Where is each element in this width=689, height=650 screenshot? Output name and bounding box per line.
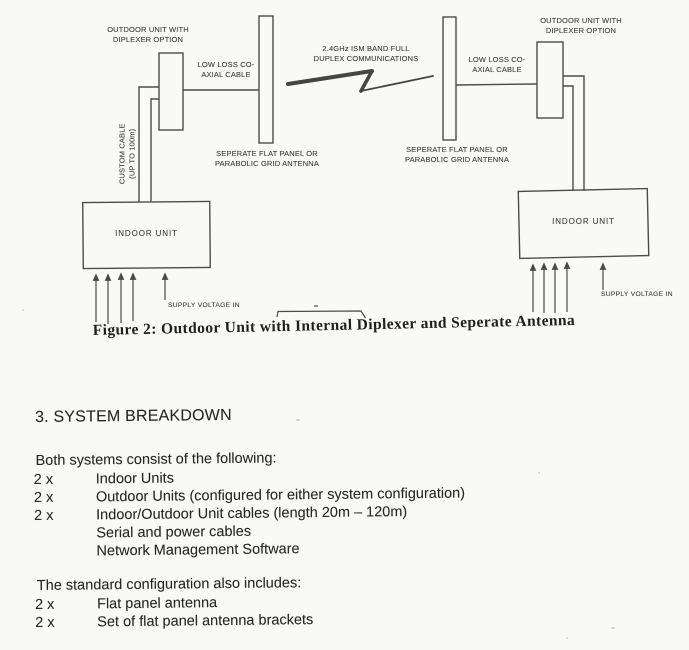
item-text: Indoor/Outdoor Unit cables (length 20m – 120m) — [96, 504, 408, 524]
right-outdoor-unit-box — [537, 42, 563, 118]
section-intro: Both systems consist of the following: — [35, 450, 277, 469]
left-supply-label: SUPPLY VOLTAGE IN — [168, 302, 240, 309]
left-antenna-panel — [259, 16, 273, 143]
left-outdoor-unit-label — [92, 25, 204, 45]
right-antenna-label-line2: PARABOLIC GRID ANTENNA — [404, 154, 509, 164]
item-qty: 2 x — [34, 596, 55, 613]
left-indoor-input-arrows — [96, 274, 165, 324]
right-coax-label-line2: AXIAL CABLE — [472, 64, 522, 74]
figure-caption: Figure 2: Outdoor Unit with Internal Diplexer and Seperate Antenna — [92, 311, 576, 340]
left-outdoor-unit-box — [159, 53, 183, 130]
left-antenna-label-line2: PARABOLIC GRID ANTENNA — [214, 158, 319, 168]
item-qty — [34, 524, 96, 543]
left-antenna-label — [203, 149, 331, 169]
scan-speck — [253, 580, 255, 582]
right-coax-label-line1: LOW LOSS CO- — [468, 55, 526, 64]
right-custom-cable-2 — [563, 86, 573, 191]
right-coax-label — [456, 55, 538, 75]
right-antenna-label-line1: SEPERATE FLAT PANEL OR — [406, 145, 508, 154]
item-qty: 2 x — [33, 471, 54, 488]
section-heading: 3. SYSTEM BREAKDOWN — [34, 406, 232, 426]
item-qty: 2 x — [34, 507, 54, 524]
left-coax-label-line1: LOW LOSS CO- — [197, 60, 255, 69]
scan-speck — [22, 309, 24, 311]
rf-link-bolt-icon — [288, 71, 433, 91]
rf-link-label-line1: 2.4GHz ISM BAND FULL — [322, 44, 410, 53]
right-outdoor-unit-label-line2: DIPLEXER OPTION — [545, 25, 617, 35]
scan-speck — [296, 419, 300, 421]
item-text: Serial and power cables — [96, 523, 252, 542]
scan-speck — [611, 627, 615, 629]
left-indoor-unit-label: INDOOR UNIT — [115, 229, 178, 238]
right-antenna-panel — [443, 17, 456, 140]
item-text: Set of flat panel antenna brackets — [97, 612, 314, 631]
left-custom-cable-1 — [139, 87, 159, 202]
item-qty: 2 x — [35, 614, 55, 631]
custom-cable-label — [117, 94, 137, 214]
system-breakdown-section — [33, 402, 665, 632]
scan-speck — [538, 472, 540, 474]
right-indoor-unit-label: INDOOR UNIT — [552, 217, 615, 226]
item-qty: 2 x — [33, 489, 54, 506]
left-custom-cable-2 — [151, 99, 159, 202]
left-coax-label-line2: AXIAL CABLE — [201, 69, 251, 79]
right-indoor-input-arrows — [533, 263, 603, 313]
custom-cable-label-line1: CUSTOM CABLE — [117, 123, 127, 185]
item-text: Indoor Units — [95, 470, 175, 488]
rf-link-label-line2: DUPLEX COMMUNICATIONS — [313, 53, 419, 63]
left-antenna-label-line1: SEPERATE FLAT PANEL OR — [216, 149, 318, 158]
custom-cable-label-line2: (UP TO 100m) — [127, 128, 136, 179]
scan-speck — [566, 637, 568, 639]
left-outdoor-unit-label-line1: OUTDOOR UNIT WITH — [107, 25, 189, 34]
right-supply-label: SUPPLY VOLTAGE IN — [601, 291, 673, 298]
right-outdoor-unit-label — [525, 16, 637, 36]
item-qty — [34, 542, 96, 561]
item-text: Flat panel antenna — [96, 595, 218, 613]
right-outdoor-unit-label-line1: OUTDOOR UNIT WITH — [540, 16, 622, 25]
right-coax-cable-line — [456, 84, 537, 85]
right-antenna-label — [396, 145, 518, 165]
item-text: Outdoor Units (configured for either system configuration) — [95, 485, 466, 506]
left-outdoor-unit-label-line2: DIPLEXER OPTION — [112, 34, 184, 44]
left-coax-label — [185, 60, 267, 80]
item-text: Network Management Software — [96, 541, 300, 560]
rf-link-label — [305, 44, 427, 64]
standard-config-intro: The standard configuration also includes: — [36, 575, 302, 594]
